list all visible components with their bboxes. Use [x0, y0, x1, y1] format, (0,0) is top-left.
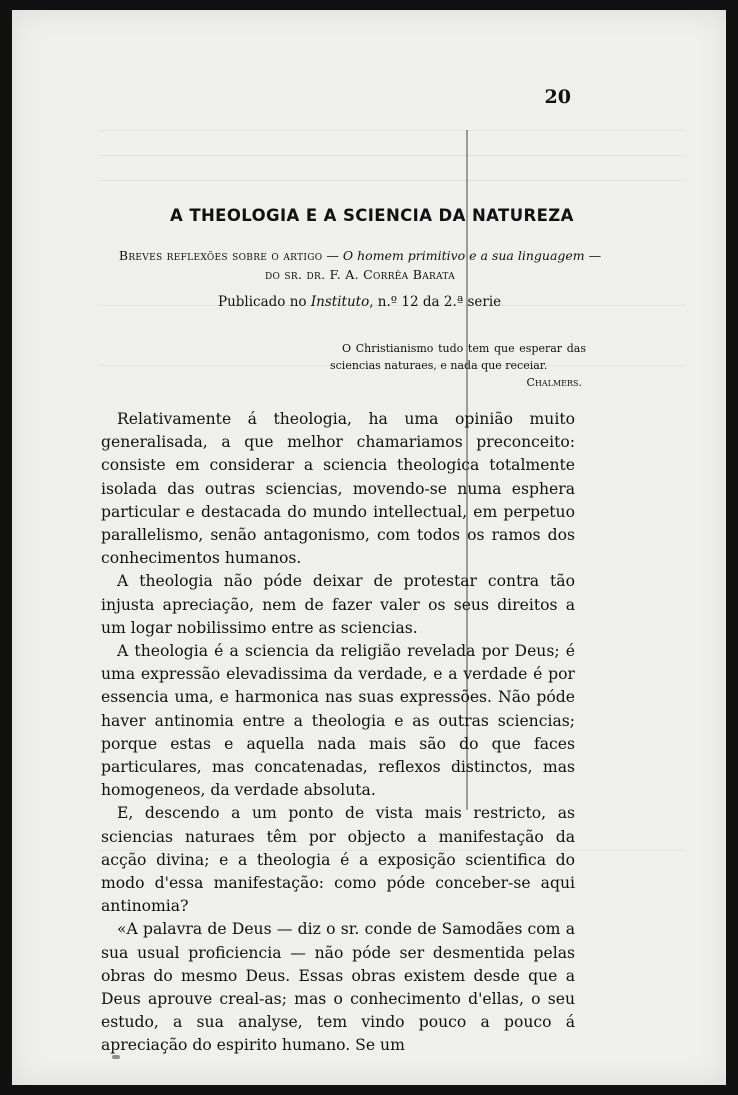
paragraph: «A palavra de Deus — diz o sr. conde de Samodães com a sua usual proficiencia — não póde ser desmentida pelas obras do mesmo Deus. Essas obras existem desde que a Deus aprouve creal-as; mas o conhecimento d'ellas, o seu estudo, a sua analyse, tem vindo pouco a pouco á apreciação do espirito humano. Se um [101, 920, 575, 1055]
subtitle-prefix: Breves reflexões sobre o artigo [118, 248, 323, 263]
subtitle-dash: — [322, 248, 343, 263]
paragraph: Relativamente á theologia, ha uma opinião muito generalisada, a que melhor chamariamos preconceito: consiste em considerar a sciencia theologica totalmente isolada das outras sciencias, movendo-se numa esphera particular e destacada do mundo intellectual, em perpetuo parallelismo, senão antagonismo, com todos os ramos dos conhecimentos humanos. [101, 410, 575, 568]
bleed-through-line [100, 155, 686, 156]
bleed-through-line [100, 130, 686, 131]
published-prefix: Publicado no [218, 294, 311, 310]
article-body [101, 408, 575, 1058]
article-title: A THEOLOGIA E A SCIENCIA DA NATUREZA [170, 206, 574, 225]
paragraph: E, descendo a um ponto de vista mais restricto, as sciencias naturaes têm por objecto a manifestação da acção divina; e a theologia é a exposição scientifica do modo d'essa manifestação: como póde conceber-se aqui antinomia? [101, 804, 575, 916]
epigraph [330, 340, 586, 391]
article-subtitle [100, 246, 620, 284]
paragraph: A theologia é a sciencia da religião revelada por Deus; é uma expressão elevadissima da verdade, e a verdade é por essencia uma, e harmonica nas suas expressões. Não póde haver antinomia entre a theologia e as outras sciencias; porque estas e aquella nada mais são do que faces particulares, mas concatenadas, reflexos distinctos, mas homogeneos, da verdade absoluta. [101, 642, 575, 800]
published-journal: Instituto [310, 294, 370, 310]
subtitle-author: do sr. dr. F. A. Corrêa Barata [264, 267, 456, 282]
bleed-through-line [100, 180, 686, 181]
paragraph: A theologia não póde deixar de protestar contra tão injusta apreciação, nem de fazer valer os seus direitos a um logar nobilissimo entre as sciencias. [101, 572, 575, 637]
subtitle-trail: — [584, 248, 602, 263]
publication-note [218, 294, 501, 310]
subtitle-work: O homem primitivo e a sua linguagem [342, 248, 585, 263]
page-number: 20 [544, 86, 571, 108]
epigraph-text: O Christianismo tudo tem que esperar das sciencias naturaes, e nada que receiar. [330, 342, 586, 372]
epigraph-author: Chalmers. [526, 376, 582, 389]
published-suffix: , n.º 12 da 2.ª serie [369, 294, 502, 310]
